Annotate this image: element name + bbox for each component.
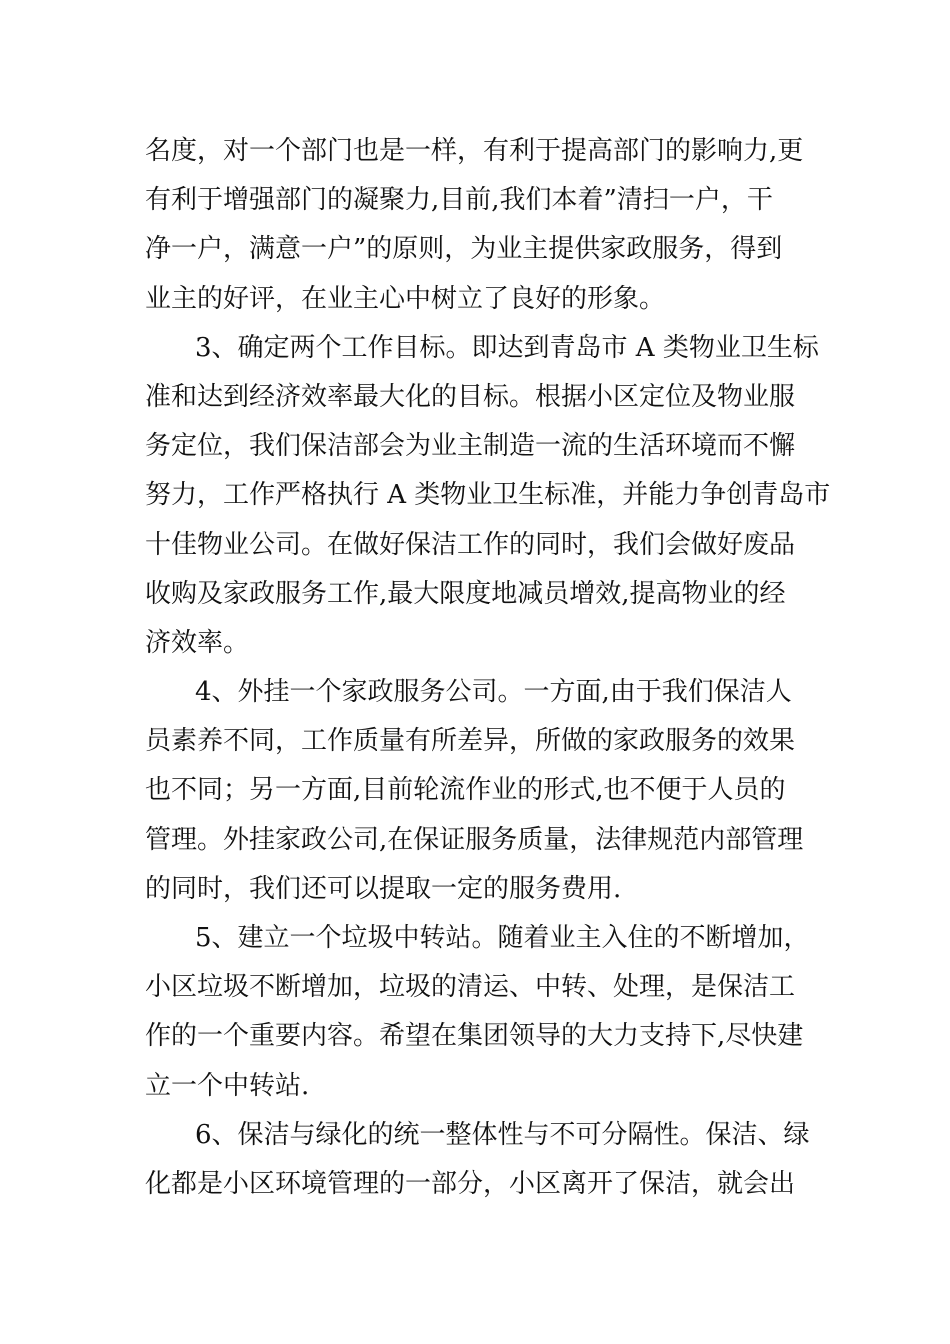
text-line: 名度，对一个部门也是一样，有利于提高部门的影响力,更 xyxy=(145,136,804,166)
paragraph-3 xyxy=(145,324,831,668)
document-body xyxy=(145,127,831,1209)
text-line: 收购及家政服务工作,最大限度地减员增效,提高物业的经 xyxy=(145,578,786,609)
text-line: 净一户，满意一户”的原则，为业主提供家政服务，得到 xyxy=(145,234,783,265)
text-line: 务定位，我们保洁部会为业主制造一流的生活环境而不懈 xyxy=(145,431,796,462)
text-line: 有利于增强部门的凝聚力,目前,我们本着”清扫一户，干 xyxy=(145,185,773,216)
paragraph-4 xyxy=(145,668,815,914)
text-line: 员素养不同，工作质量有所差异，所做的家政服务的效果 xyxy=(145,726,796,757)
text-line: 济效率。 xyxy=(145,627,250,658)
text-line: 管理。外挂家政公司,在保证服务质量，法律规范内部管理 xyxy=(145,824,804,855)
text-line: 的同时，我们还可以提取一定的服务费用. xyxy=(145,873,622,904)
text-line: 3、确定两个工作目标。即达到青岛市 A 类物业卫生标 xyxy=(195,332,819,363)
paragraph-5 xyxy=(145,914,815,1111)
text-line: 努力，工作严格执行 A 类物业卫生标准，并能力争创青岛市 xyxy=(145,480,831,511)
text-line: 业主的好评，在业主心中树立了良好的形象。 xyxy=(145,283,666,314)
text-line: 5、建立一个垃圾中转站。随着业主入住的不断增加， xyxy=(195,923,810,953)
text-line: 小区垃圾不断增加，垃圾的清运、中转、处理，是保洁工 xyxy=(145,972,796,1003)
paragraph-continued xyxy=(145,127,815,324)
text-line: 准和达到经济效率最大化的目标。根据小区定位及物业服 xyxy=(145,381,796,412)
text-line: 6、保洁与绿化的统一整体性与不可分隔性。保洁、绿 xyxy=(195,1119,810,1150)
paragraph-6 xyxy=(145,1111,815,1209)
text-line: 4、外挂一个家政服务公司。一方面,由于我们保洁人 xyxy=(195,677,792,708)
text-line: 作的一个重要内容。希望在集团领导的大力支持下,尽快建 xyxy=(145,1021,804,1052)
text-line: 十佳物业公司。在做好保洁工作的同时，我们会做好废品 xyxy=(145,529,796,560)
text-line: 立一个中转站. xyxy=(145,1070,310,1101)
text-line: 化都是小区环境管理的一部分，小区离开了保洁，就会出 xyxy=(145,1168,796,1199)
text-line: 也不同；另一方面,目前轮流作业的形式,也不便于人员的 xyxy=(145,775,786,806)
